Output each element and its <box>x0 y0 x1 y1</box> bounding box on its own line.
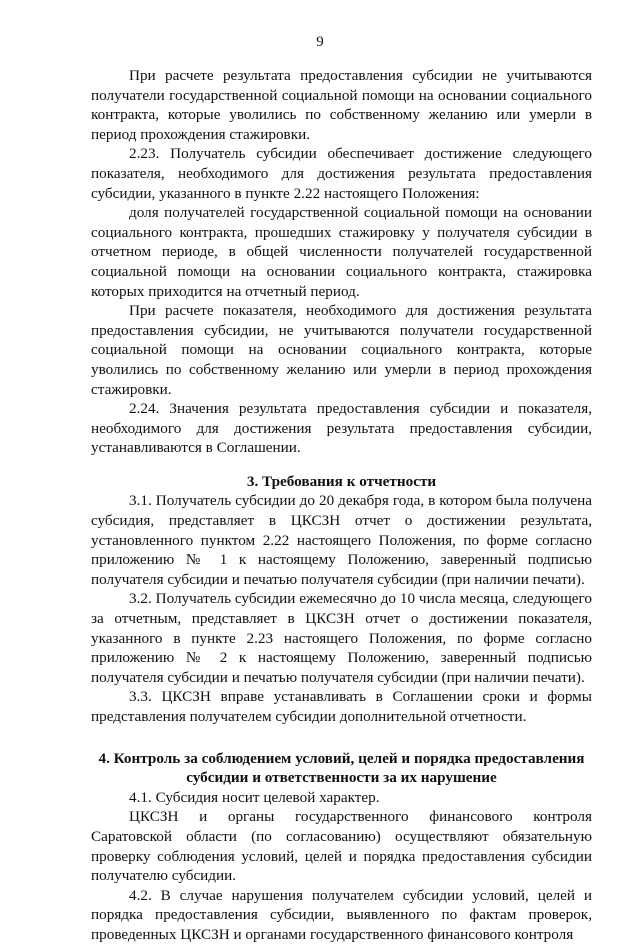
section-3-heading: 3. Требования к отчетности <box>246 472 437 490</box>
paragraph-3-3: 3.3. ЦКСЗН вправе устанавливать в Соглашении сроки и формы представления получателем субсидии дополнительной отчетности. <box>91 688 592 725</box>
page-number: 9 <box>316 34 324 50</box>
paragraph-result-calculation: При расчете результата предоставления субсидии не учитываются получатели государственной социальной помощи на основании социального контракта, которые уволились по собственному желанию или умерли в период прохождения стажировки. <box>91 67 592 143</box>
paragraph-3-2: 3.2. Получатель субсидии ежемесячно до 10 числа месяца, следующего за отчетным, представляет в ЦКСЗН отчет о достижении показателя, указанного в пункте 2.23 настоящего Положения, по форме согласно приложению № 2 к настоящему Положению, заверенный подписью получателя субсидии и печатью получателя субсидии (при наличии печати). <box>91 590 592 686</box>
document-body <box>91 66 592 945</box>
paragraph-indicator-definition: доля получателей государственной социальной помощи на основании социального контракта, прошедших стажировку у получателя субсидии в отчетном периоде, в общей численности получателей государственной социальной помощи на основании социального контракта, стажировка которых приходится на отчетный период. <box>91 204 592 300</box>
paragraph-indicator-calculation: При расчете показателя, необходимого для достижения результата предоставления субсидии, не учитываются получатели государственной социальной помощи на основании социального контракта, которые уволились по собственному желанию или умерли в период прохождения стажировки. <box>91 302 592 398</box>
paragraph-control-bodies: ЦКСЗН и органы государственного финансового контроля Саратовской области (по согласованию) осуществляют обязательную проверку соблюдения условий, целей и порядка предоставления субсидии получателю субсидии. <box>91 808 592 885</box>
section-4-heading-line-1: 4. Контроль за соблюдением условий, целей и порядка предоставления <box>98 749 585 767</box>
section-4-heading <box>91 749 592 788</box>
paragraph-3-1: 3.1. Получатель субсидии до 20 декабря года, в котором была получена субсидия, представляет в ЦКСЗН отчет о достижении результата, установленного пунктом 2.22 настоящего Положения, по форме согласно приложению № 1 к настоящему Положению, заверенный подписью получателя субсидии и печатью получателя субсидии (при наличии печати). <box>91 492 592 588</box>
section-spacer <box>91 458 592 472</box>
paragraph-2-24: 2.24. Значения результата предоставления субсидии и показателя, необходимого для достижения результата предоставления субсидии, устанавливаются в Соглашении. <box>91 400 592 457</box>
section-4-heading-line-2: субсидии и ответственности за их нарушение <box>186 769 497 787</box>
paragraph-2-23: 2.23. Получатель субсидии обеспечивает достижение следующего показателя, необходимого для достижения результата предоставления субсидии, указанного в пункте 2.22 настоящего Положения: <box>91 145 592 202</box>
paragraph-4-2: 4.2. В случае нарушения получателем субсидии условий, целей и порядка предоставления субсидии, выявленного по фактам проверок, проведенных ЦКСЗН и органами государственного финансового контроля <box>91 886 592 943</box>
paragraph-4-1: 4.1. Субсидия носит целевой характер. <box>129 788 380 806</box>
section-spacer <box>91 727 592 749</box>
